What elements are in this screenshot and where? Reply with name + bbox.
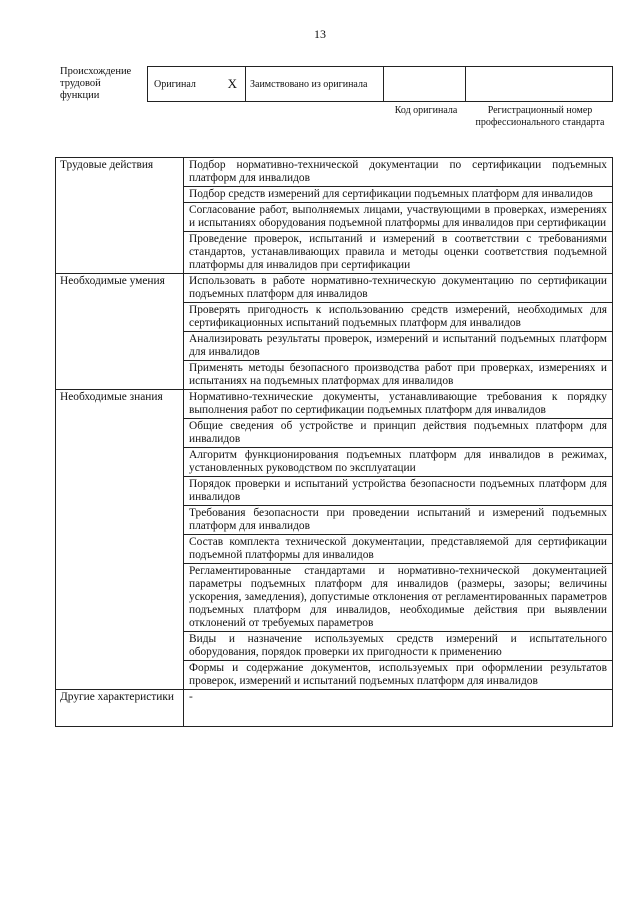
section-item: Формы и содержание документов, используемых при оформлении результатов проверок, измерений и испытаний подъемных платформ для инвалидов — [184, 661, 613, 690]
section-item: - — [184, 690, 613, 727]
section-item: Согласование работ, выполняемых лицами, участвующими в проверках, измерениях и испытаниях оборудования подъемной платформы для инвалидов при сертификации — [184, 203, 613, 232]
origin-borrowed-text: Заимствовано из оригинала — [250, 79, 368, 90]
section-item: Нормативно-технические документы, устанавливающие требования к порядку выполнения работ по сертификации подъемных платформ для инвалидов — [184, 390, 613, 419]
labor-function-table — [55, 157, 613, 727]
section-item: Подбор средств измерений для сертификации подъемных платформ для инвалидов — [184, 187, 613, 203]
reg-caption: Регистрационный номер профессионального стандарта — [475, 105, 605, 128]
origin-borrowed-cell — [246, 67, 384, 101]
section-item: Анализировать результаты проверок, измерений и испытаний подъемных платформ для инвалидов — [184, 332, 613, 361]
section-title: Необходимые знания — [56, 390, 184, 690]
section-item: Общие сведения об устройстве и принцип действия подъемных платформ для инвалидов — [184, 419, 613, 448]
section-title: Необходимые умения — [56, 274, 184, 390]
origin-label: Происхождение трудовой функции — [60, 66, 132, 101]
section-item: Виды и назначение используемых средств измерений и испытательного оборудования, порядок проверки их пригодности к применению — [184, 632, 613, 661]
origin-code-cell — [384, 67, 466, 101]
origin-reg-cell — [466, 67, 612, 101]
section-item: Проверять пригодность к использованию средств измерений, необходимых для сертификационных испытаний подъемных платформ для инвалидов — [184, 303, 613, 332]
table-row — [56, 690, 613, 727]
section-item: Подбор нормативно-технической документации по сертификации подъемных платформ для инвалидов — [184, 158, 613, 187]
origin-table — [147, 66, 613, 102]
section-title: Другие характеристики — [56, 690, 184, 727]
section-item: Использовать в работе нормативно-техническую документацию по сертификации подъемных платформ для инвалидов — [184, 274, 613, 303]
section-item: Проведение проверок, испытаний и измерений в соответствии с требованиями стандартов, устанавливающих правила и методы оценки соответствия подъемной платформы для инвалидов при сертификации — [184, 232, 613, 274]
section-title: Трудовые действия — [56, 158, 184, 274]
section-item: Применять методы безопасного производства работ при проверках, измерениях и испытаниях на подъемных платформах для инвалидов — [184, 361, 613, 390]
origin-mark: X — [227, 76, 237, 91]
section-item: Требования безопасности при проведении испытаний и измерений подъемных платформ для инвалидов — [184, 506, 613, 535]
section-item: Состав комплекта технической документации, представляемой для сертификации подъемной платформы для инвалидов — [184, 535, 613, 564]
page-number: 13 — [314, 27, 326, 41]
origin-original-text: Оригинал — [154, 79, 196, 90]
section-item: Порядок проверки и испытаний устройства безопасности подъемных платформ для инвалидов — [184, 477, 613, 506]
section-item: Регламентированные стандартами и нормативно-технической документацией параметры подъемных платформ для инвалидов (размеры, зазоры; величины ускорения, замедления), допустимые отклонения от регламентированных параметров подъемных платформ для инвалидов, необходимые действия при выявлении отклонений от требуемых параметров — [184, 564, 613, 632]
code-caption: Код оригинала — [394, 105, 458, 116]
table-row — [56, 158, 613, 187]
table-row — [56, 390, 613, 419]
table-row — [56, 274, 613, 303]
origin-original-cell — [148, 67, 246, 101]
section-item: Алгоритм функционирования подъемных платформ для инвалидов в режимах, установленных руководством по эксплуатации — [184, 448, 613, 477]
